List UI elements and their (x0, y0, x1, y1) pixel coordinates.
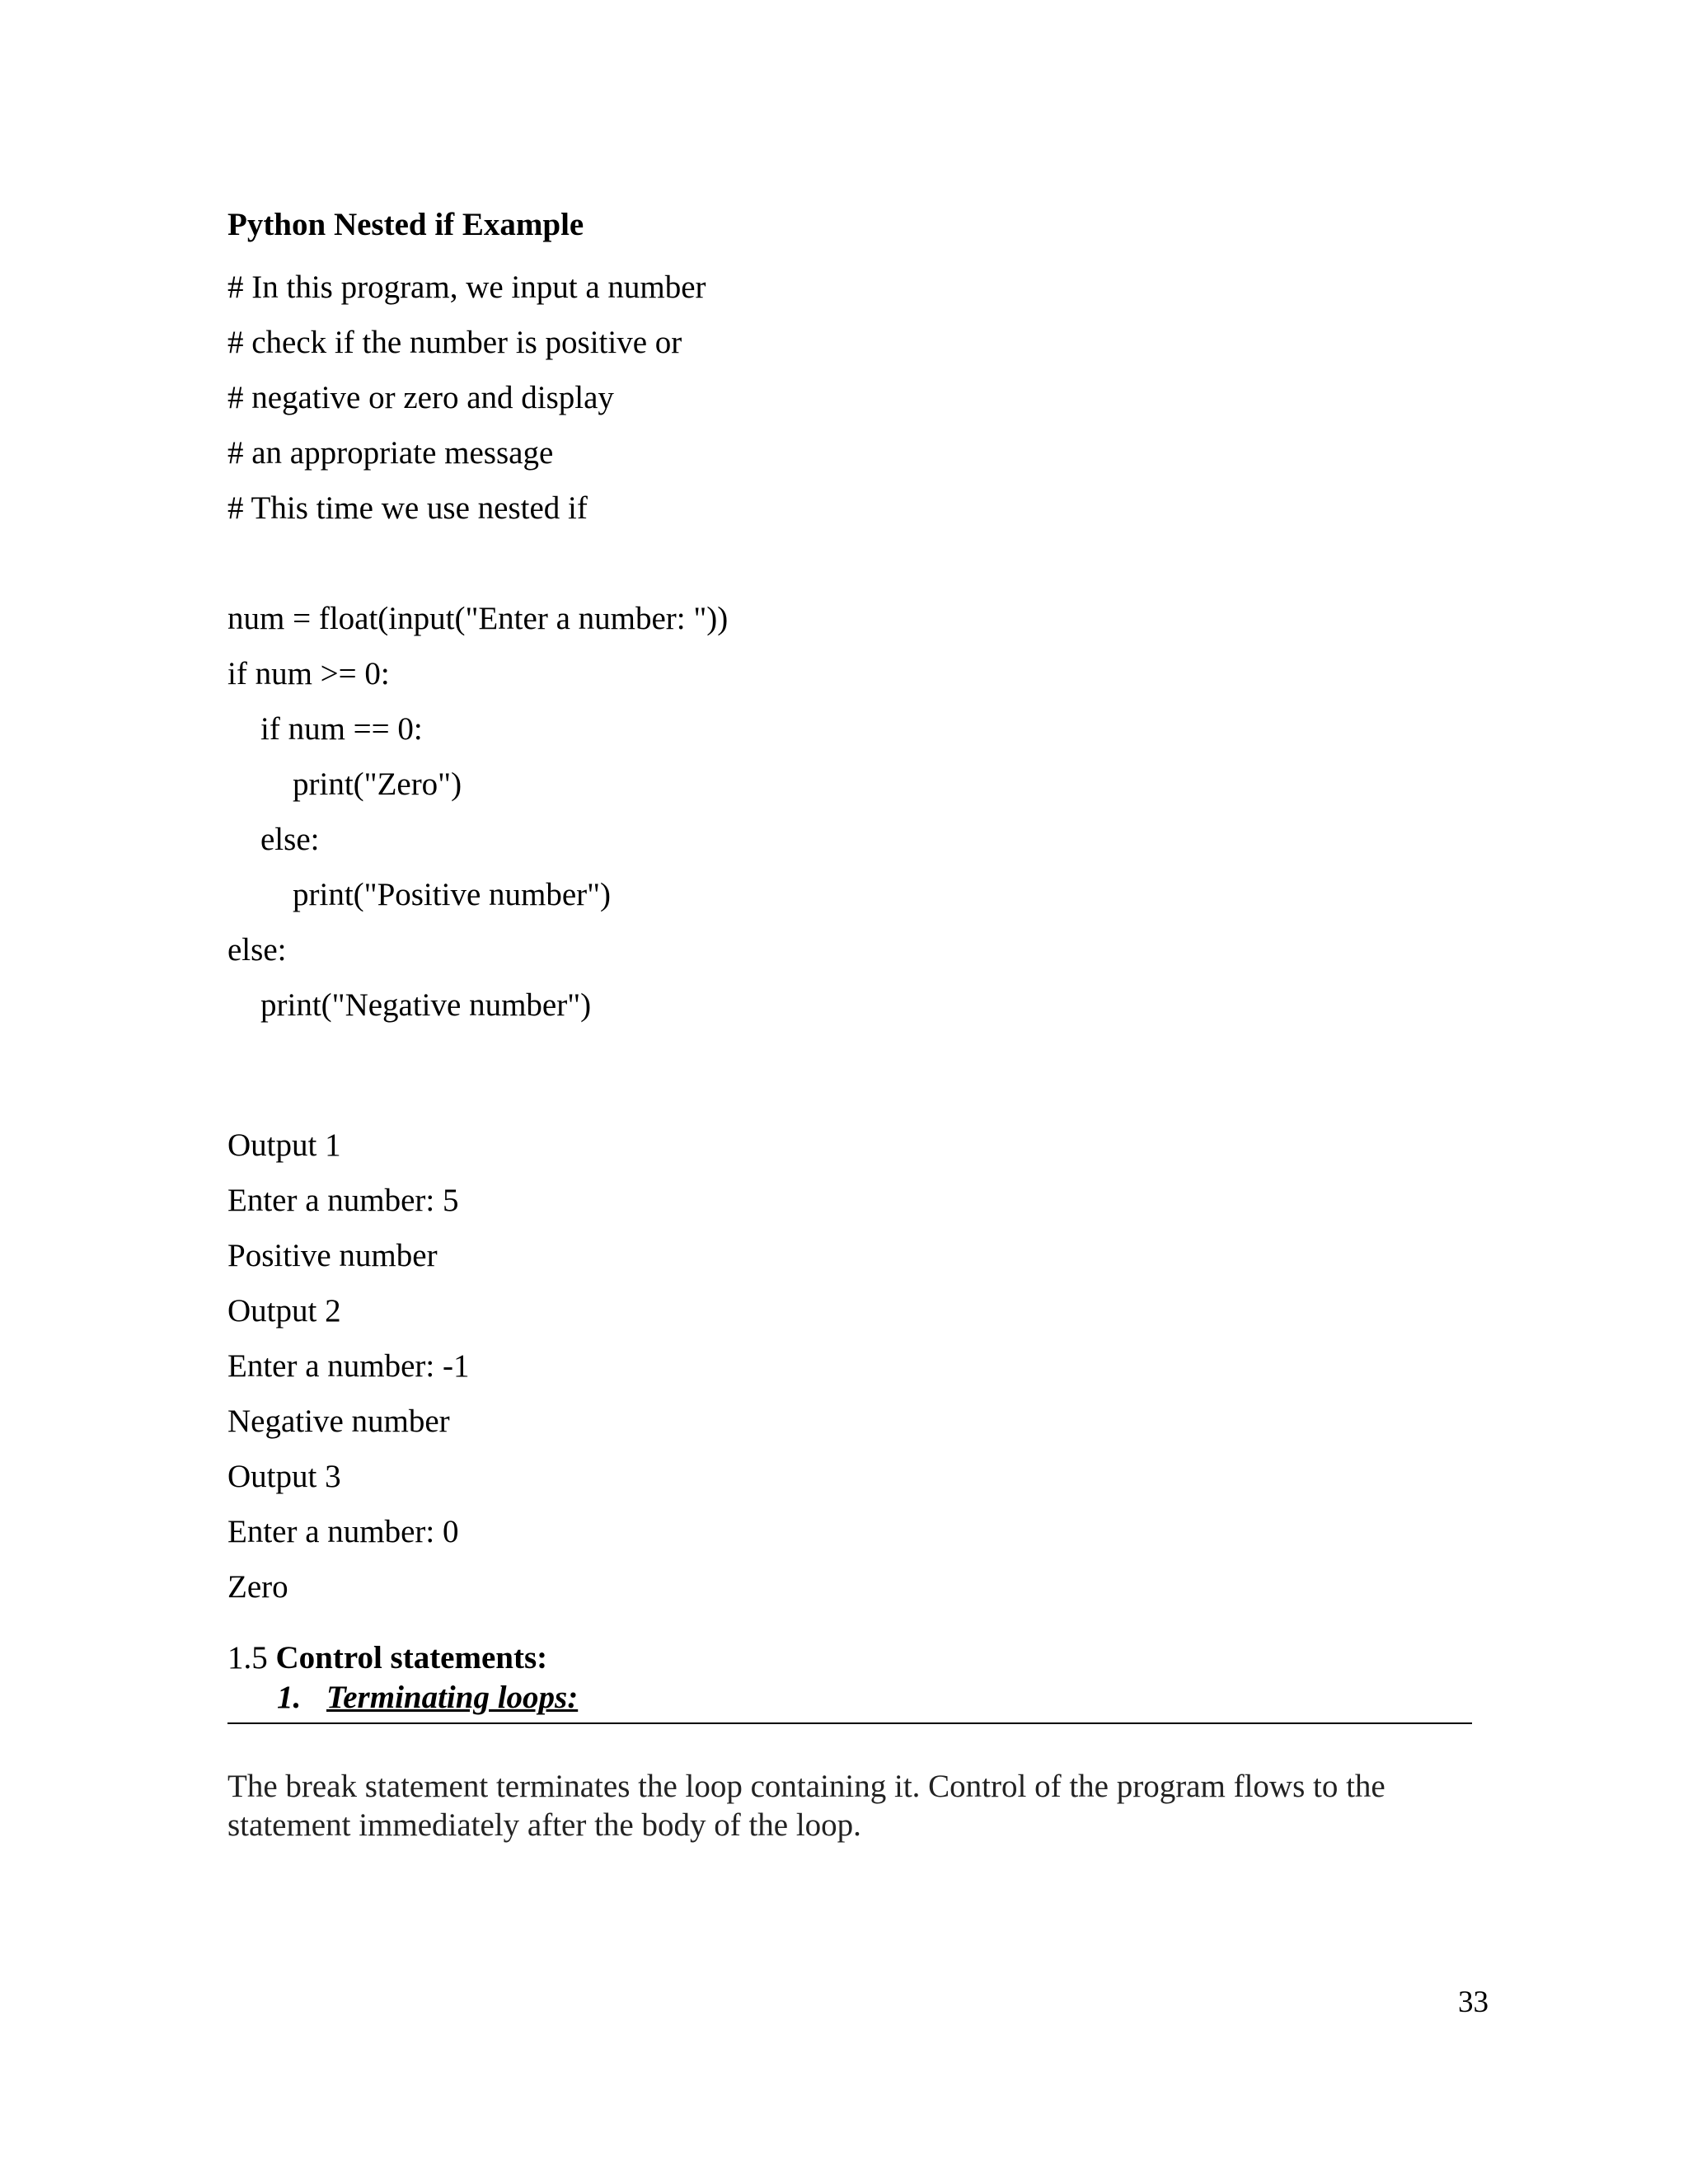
code-comment: # This time we use nested if (227, 490, 588, 526)
section-number: 1.5 (227, 1640, 268, 1675)
example-heading: Python Nested if Example (227, 207, 584, 242)
output-line: Output 1 (227, 1127, 341, 1163)
section-title: Control statements: (275, 1640, 548, 1675)
page-number: 33 (1458, 1985, 1489, 2019)
output-line: Enter a number: 5 (227, 1183, 459, 1218)
subsection-number: 1. (277, 1680, 302, 1715)
blank-line (227, 1033, 1472, 1118)
code-line: if num == 0: (260, 711, 423, 747)
code-line: else: (227, 932, 287, 968)
horizontal-rule (227, 1722, 1472, 1724)
body-paragraph: The break statement terminates the loop containing it. Control of the program flows to the statement immediately after the body of the loop. (227, 1769, 1386, 1843)
code-comment: # an appropriate message (227, 435, 554, 471)
blank-line (227, 536, 1472, 591)
code-line: num = float(input("Enter a number: ")) (227, 601, 729, 636)
code-comment: # In this program, we input a number (227, 269, 706, 305)
output-line: Output 2 (227, 1293, 341, 1329)
subsection-heading (227, 1679, 1472, 1716)
output-line: Enter a number: -1 (227, 1348, 470, 1384)
code-line: print("Negative number") (260, 987, 592, 1023)
code-comment: # negative or zero and display (227, 380, 614, 415)
output-line: Zero (227, 1569, 288, 1605)
page-content (227, 204, 1472, 1844)
code-line: print("Zero") (293, 766, 462, 802)
code-line: else: (260, 822, 320, 857)
code-line: print("Positive number") (293, 877, 612, 912)
output-line: Output 3 (227, 1459, 341, 1494)
code-line: if num >= 0: (227, 656, 390, 691)
output-line: Negative number (227, 1404, 450, 1439)
subsection-title: Terminating loops: (326, 1680, 579, 1715)
section-heading (227, 1638, 1472, 1679)
output-line: Positive number (227, 1238, 438, 1273)
output-line: Enter a number: 0 (227, 1514, 459, 1549)
code-comment: # check if the number is positive or (227, 325, 682, 360)
